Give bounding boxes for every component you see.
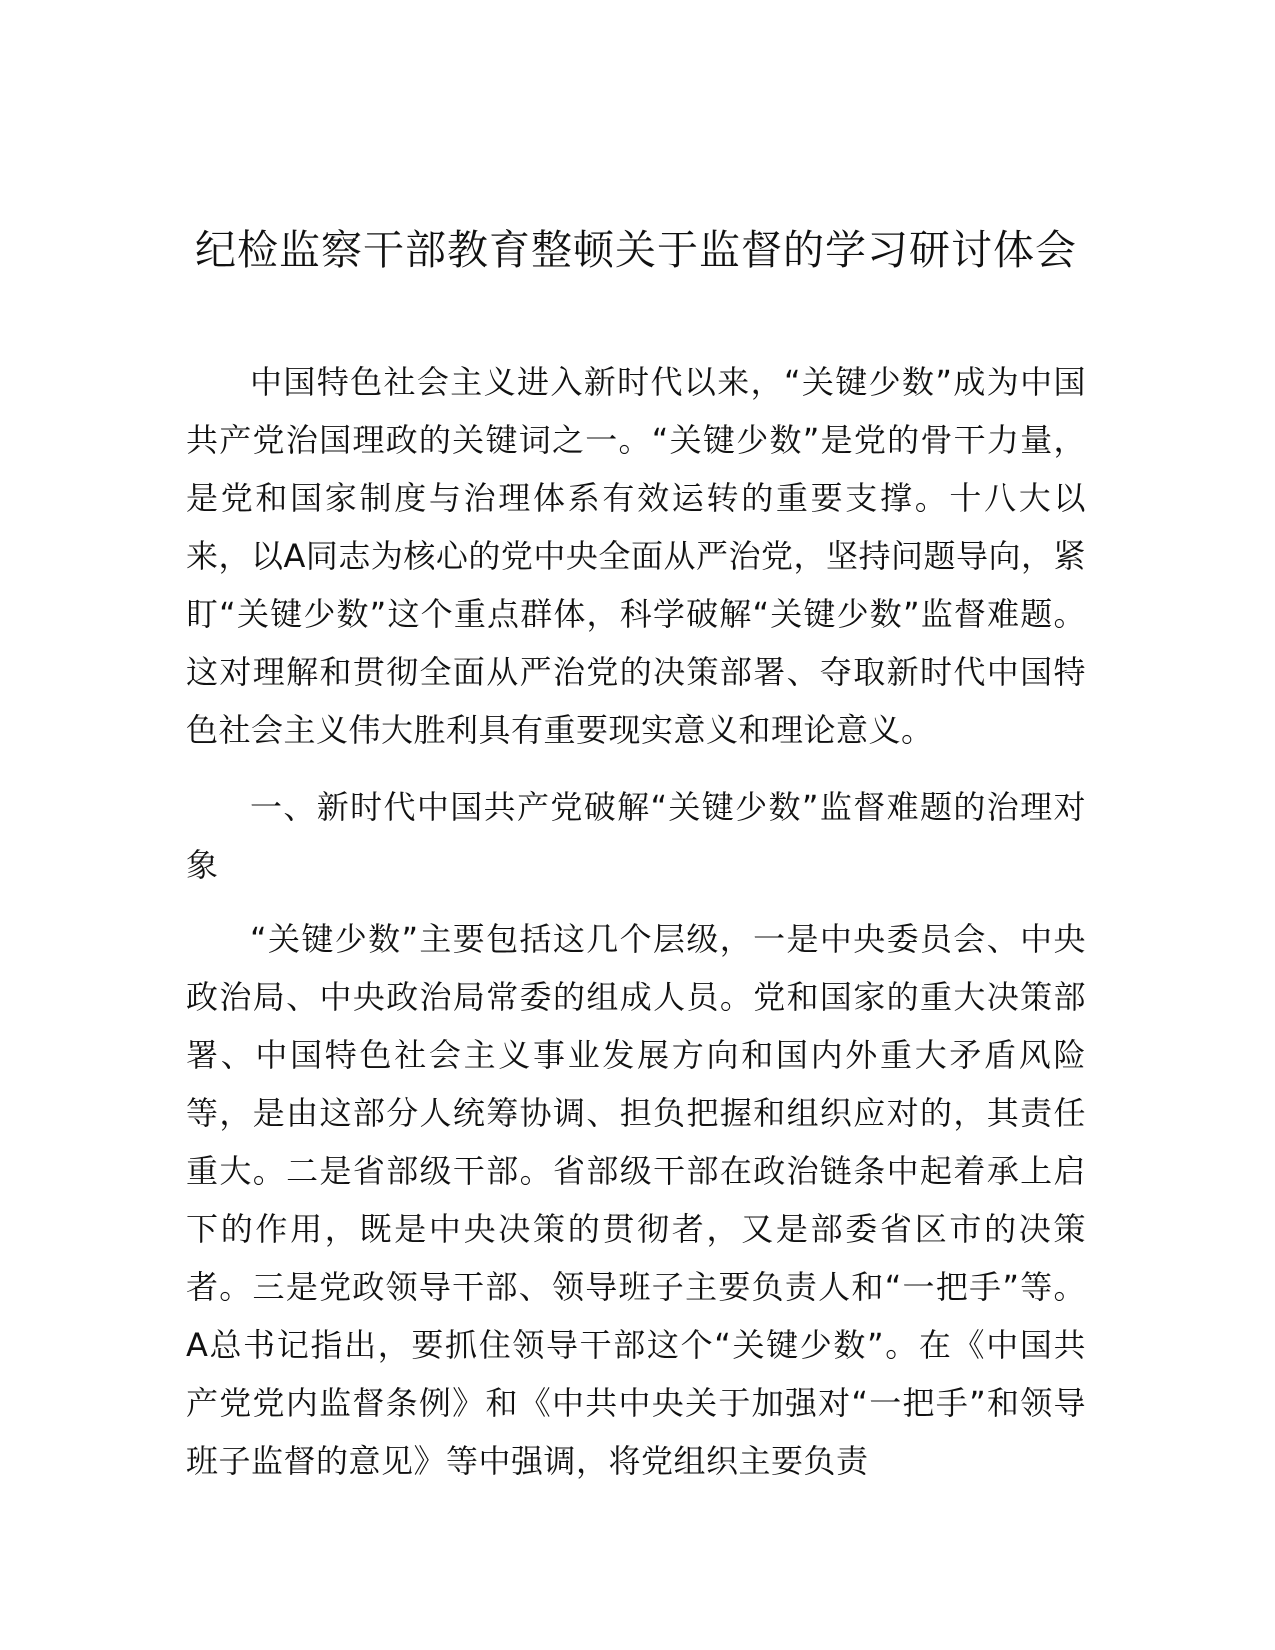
- section-heading-1: 一、新时代中国共产党破解“关键少数”监督难题的治理对象: [186, 788, 1086, 884]
- body-paragraph-key-minority: “关键少数”主要包括这几个层级，一是中央委员会、中央政治局、中央政治局常委的组成人员。党和国家的重大决策部署、中国特色社会主义事业发展方向和国内外重大矛盾风险等，是由这部分人统筹协调、担负把握和组织应对的，其责任重大。二是省部级干部。省部级干部在政治链条中起着承上启下的作用，既是中央决策的贯彻者，又是部委省区市的决策者。三是党政领导干部、领导班子主要负责人和“一把手”等。A总书记指出，要抓住领导干部这个“关键少数”。在《中国共产党党内监督条例》和《中共中央关于加强对“一把手”和领导班子监督的意见》等中强调，将党组织主要负责: [186, 920, 1086, 1480]
- body-paragraph-intro: 中国特色社会主义进入新时代以来，“关键少数”成为中国共产党治国理政的关键词之一。“关键少数”是党的骨干力量，是党和国家制度与治理体系有效运转的重要支撑。十八大以来，以A同志为核心的党中央全面从严治党，坚持问题导向，紧盯“关键少数”这个重点群体，科学破解“关键少数”监督难题。这对理解和贯彻全面从严治党的决策部署、夺取新时代中国特色社会主义伟大胜利具有重要现实意义和理论意义。: [186, 363, 1086, 749]
- document-title: 纪检监察干部教育整顿关于监督的学习研讨体会: [195, 226, 1077, 274]
